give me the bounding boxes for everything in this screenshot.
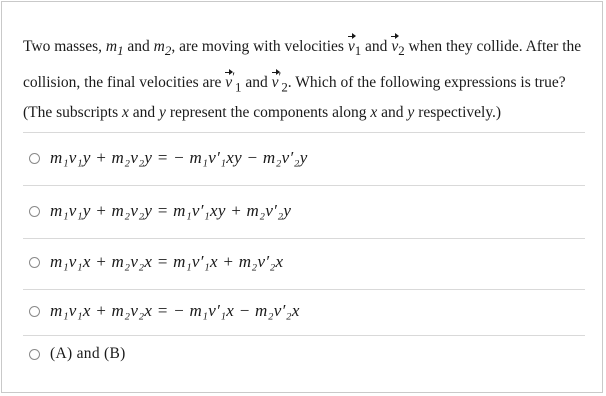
answer-option-text: m₁v₁y + m₂v₂y = − m₁v′₁xy − m₂v′₂y (50, 148, 308, 167)
question-text-part: and (128, 104, 160, 122)
velocity-2-subscript: 2 (398, 43, 405, 59)
final-velocity-2-subscript: 2 (281, 79, 288, 95)
option-divider (23, 289, 585, 290)
axis-x-symbol: x (370, 104, 378, 122)
question-text-part: Two masses, (23, 38, 106, 55)
mass-2-symbol: m (153, 38, 165, 55)
radio-button[interactable] (29, 257, 40, 268)
velocity-2-vector: v (391, 34, 398, 60)
answer-option-text: m₁v₁y + m₂v₂y = m₁v′₁xy + m₂v′₂y (50, 201, 292, 220)
question-text-part: and (241, 74, 272, 92)
radio-button[interactable] (29, 306, 40, 317)
question-text: Two masses, $m_1$ and $m_2$, are moving with velocities $v_1$ and $v_2$ when they collide. After the collision, the final velocities are $v'_1$ and $v'_2$. Which of the following expressions is true? (The subscripts x and y represent the components along x and y respectively.) (23, 34, 585, 126)
question-text-part: , are moving with velocities (171, 38, 348, 55)
answer-option-text: m₁v₁x + m₂v₂x = m₁v′₁x + m₂v′₂x (50, 252, 284, 271)
question-text-part: and (377, 104, 408, 122)
axis-y-symbol: y (407, 104, 415, 122)
mass-1-subscript: 1 (117, 43, 124, 59)
velocity-1-subscript: 1 (354, 43, 362, 59)
final-velocity-1-subscript: 1 (235, 79, 242, 95)
mass-1-symbol: m (105, 38, 118, 55)
answer-option-b[interactable] (29, 198, 291, 224)
answer-option-d[interactable] (29, 298, 300, 324)
radio-button[interactable] (29, 349, 40, 360)
answer-option-text: (A) and (B) (50, 345, 126, 362)
answer-option-c[interactable] (29, 249, 283, 275)
question-text-part: respectively.) (414, 104, 502, 122)
option-divider (23, 185, 585, 186)
question-text-part: represent the components along (165, 104, 371, 122)
question-text-part: when they collide. After the collision, the final velocities are (23, 38, 582, 92)
velocity-1-vector: v (348, 34, 355, 60)
final-velocity-1-vector: v (225, 70, 232, 96)
question-text-part: . Which of the following expressions is true? (The subscripts (23, 74, 566, 122)
question-text-part: and (361, 38, 392, 55)
question-divider (23, 132, 585, 133)
mass-2-subscript: 2 (164, 43, 172, 59)
answer-option-text: m₁v₁x + m₂v₂x = − m₁v′₁x − m₂v′₂x (50, 301, 300, 320)
answer-option-e[interactable] (29, 341, 126, 367)
option-divider (23, 238, 585, 239)
question-card (1, 1, 603, 393)
radio-button[interactable] (29, 206, 40, 217)
final-velocity-2-vector: v (272, 70, 279, 96)
question-text-part: and (123, 38, 154, 55)
option-divider (23, 335, 585, 336)
answer-option-a[interactable] (29, 145, 308, 171)
subscript-x-symbol: x (122, 104, 129, 122)
radio-button[interactable] (29, 153, 40, 164)
subscript-y-symbol: y (159, 104, 166, 122)
